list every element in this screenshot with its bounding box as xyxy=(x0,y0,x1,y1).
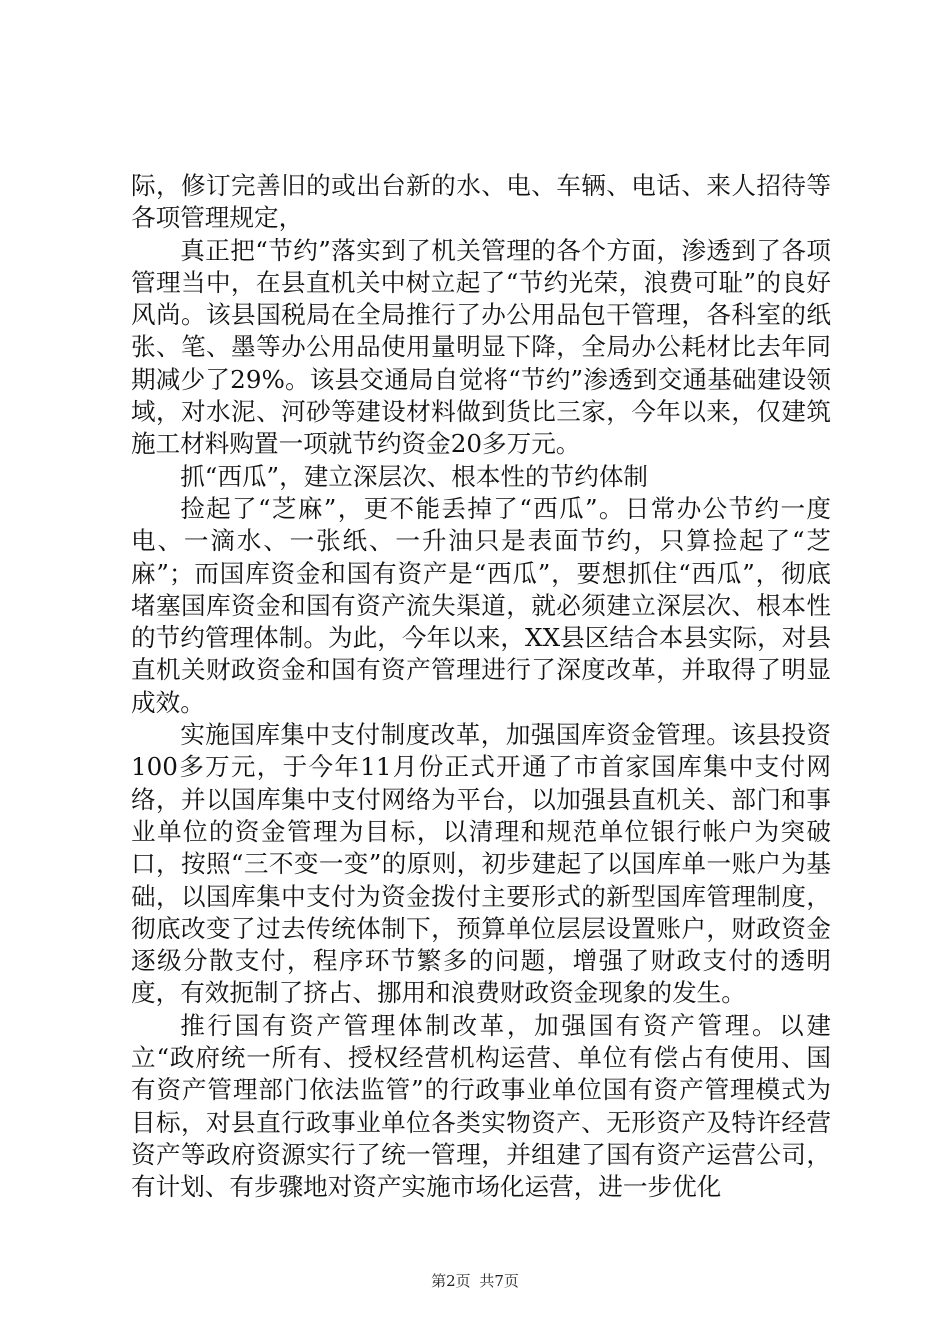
paragraph-2: 真正把“节约”落实到了机关管理的各个方面，渗透到了各项管理当中，在县直机关中树立起了“节约光荣，浪费可耻”的良好风尚。该县国税局在全局推行了办公用品包干管理，各科室的纸张、笔、墨等办公用品使用量明显下降，全局办公耗材比去年同期减少了29%。该县交通局自觉将“节约”渗透到交通基础建设领域，对水泥、河砂等建设材料做到货比三家，今年以来，仅建筑施工材料购置一项就节约资金20多万元。 xyxy=(131,235,831,459)
paragraph-3: 捡起了“芝麻”，更不能丢掉了“西瓜”。日常办公节约一度电、一滴水、一张纸、一升油只是表面节约，只算捡起了“芝麻”；而国库资金和国有资产是“西瓜”，要想抓住“西瓜”，彻底堵塞国库资金和国有资产流失渠道，就必须建立深层次、根本性的节约管理体制。为此，今年以来，XX县区结合本县实际，对县直机关财政资金和国有资产管理进行了深度改革，并取得了明显成效。 xyxy=(131,493,831,717)
paragraph-1: 际，修订完善旧的或出台新的水、电、车辆、电话、来人招待等各项管理规定， xyxy=(131,171,831,233)
section-heading: 抓“西瓜”，建立深层次、根本性的节约体制 xyxy=(180,461,649,491)
page-footer xyxy=(0,1270,950,1291)
paragraph-4: 实施国库集中支付制度改革，加强国库资金管理。该县投资100多万元，于今年11月份正式开通了市首家国库集中支付网络，并以国库集中支付网络为平台，以加强县直机关、部门和事业单位的资金管理为目标，以清理和规范单位银行帐户为突破口，按照“三不变一变”的原则，初步建起了以国库单一账户为基础，以国库集中支付为资金拨付主要形式的新型国库管理制度，彻底改变了过去传统体制下，预算单位层层设置账户，财政资金逐级分散支付，程序环节繁多的问题，增强了财政支付的透明度，有效扼制了挤占、挪用和浪费财政资金现象的发生。 xyxy=(131,720,831,1008)
page-total: 共7页 xyxy=(479,1272,519,1290)
document-body xyxy=(131,170,831,1204)
page-number: 第2页 xyxy=(431,1272,471,1290)
paragraph-5: 推行国有资产管理体制改革，加强国有资产管理。以建立“政府统一所有、授权经营机构运营、单位有偿占有使用、国有资产管理部门依法监管”的行政事业单位国有资产管理模式为目标，对县直行政事业单位各类实物资产、无形资产及特许经营资产等政府资源实行了统一管理，并组建了国有资产运营公司，有计划、有步骤地对资产实施市场化运营，进一步优化 xyxy=(131,1010,831,1202)
